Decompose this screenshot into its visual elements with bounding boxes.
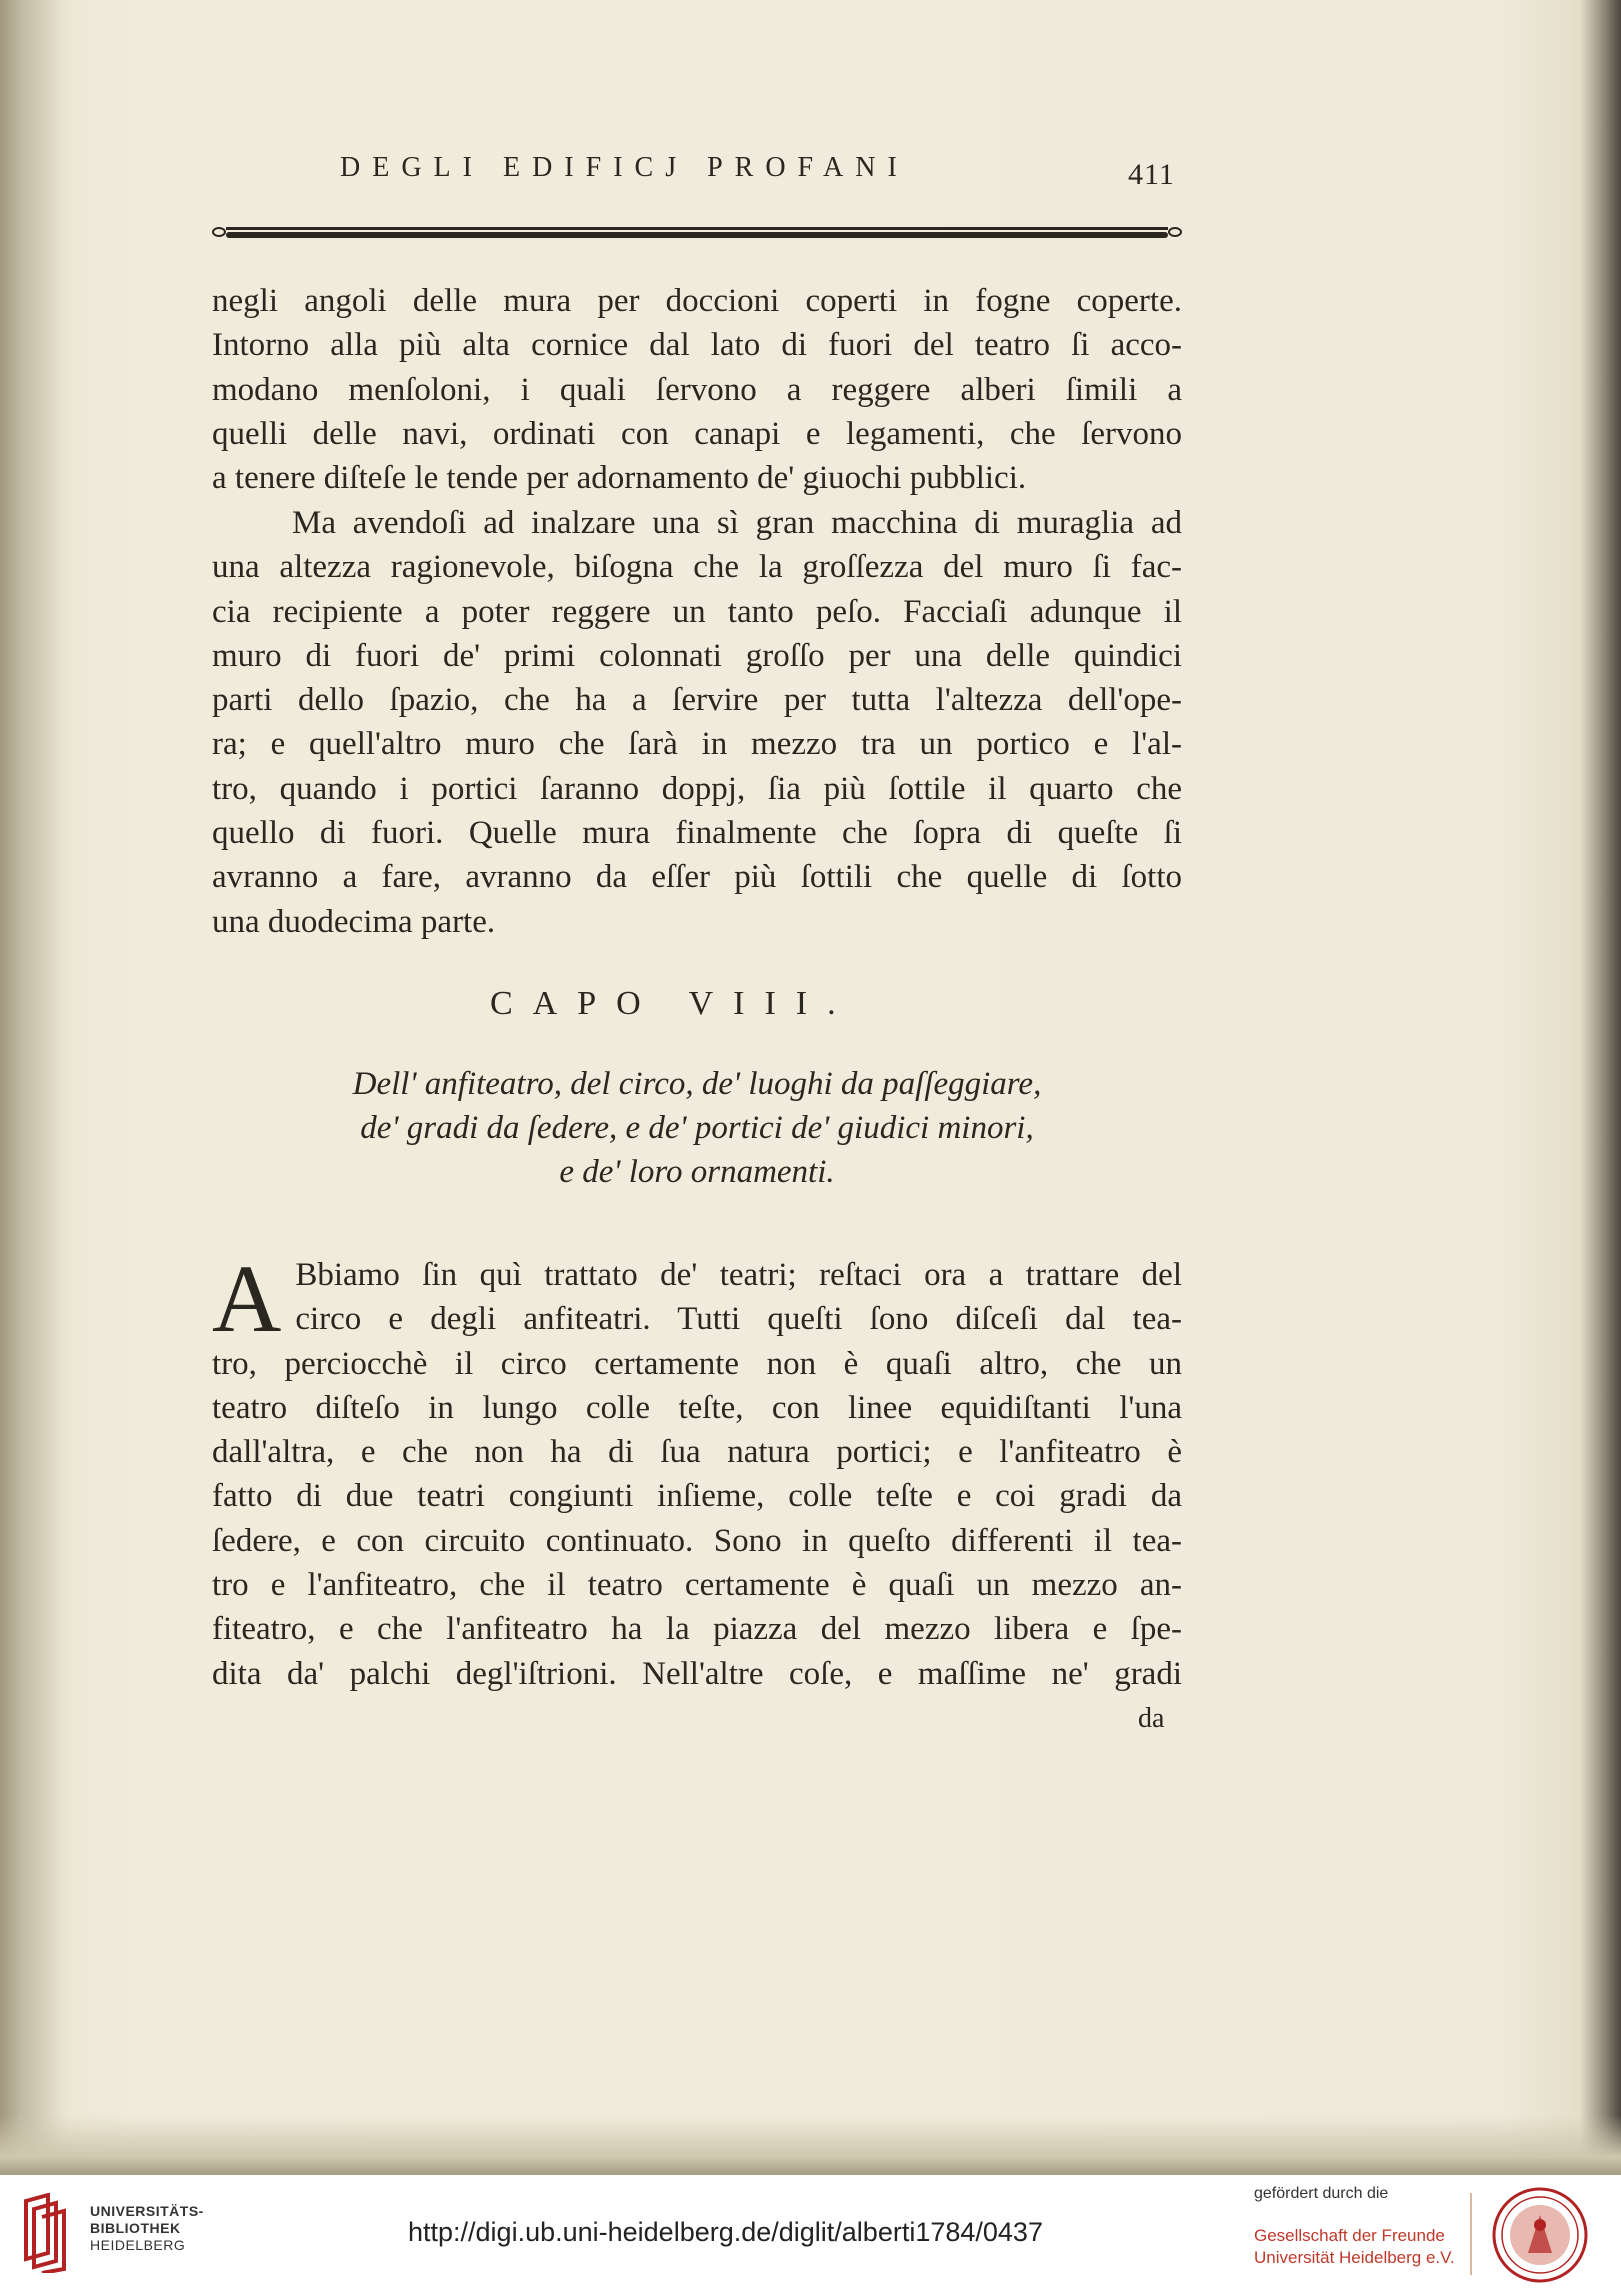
text-line: tro, quando i portici ſaranno doppj, ſia più ſottile il quarto che: [212, 770, 1182, 807]
text-line: a tenere diſteſe le tende per adornamento de' giuochi pubblici.: [212, 460, 1027, 497]
text-line: Bbiamo ſin quì trattato de' teatri; reſtaci ora a trattare del: [295, 1257, 1182, 1293]
text-line: ra; e quell'altro muro che ſarà in mezzo tra un portico e l'al-: [212, 726, 1182, 763]
text-line: teatro diſteſo in lungo colle teſte, con linee equidiſtanti l'una: [212, 1389, 1182, 1426]
chapter-heading: CAPO VIII.: [490, 985, 856, 1022]
digitization-footer: [0, 2175, 1621, 2291]
text-line: dita da' palchi degl'iſtrioni. Nell'altre coſe, e maſſime ne' gradi: [212, 1655, 1182, 1692]
permalink-url[interactable]: http://digi.ub.uni-heidelberg.de/diglit/alberti1784/0437: [408, 2217, 1043, 2247]
catchword: da: [1138, 1703, 1165, 1734]
subtitle-line: de' gradi da ſedere, e de' portici de' giudici minori,: [360, 1110, 1034, 1146]
text-line: muro di fuori de' primi colonnati groſſo per una delle quindici: [212, 637, 1182, 674]
text-line: tro, perciocchè il circo certamente non è quaſi altro, che un: [212, 1345, 1182, 1382]
text-line: una duodecima parte.: [212, 903, 496, 940]
page-bottom-edge: [0, 2115, 1621, 2175]
drop-cap: A: [212, 1245, 282, 1352]
paragraph-3: [212, 1245, 1182, 1696]
text-line: dall'altra, e che non ha di ſua natura portici; e l'anfiteatro è: [212, 1434, 1182, 1471]
text-line: Ma avendoſi ad inalzare una sì gran macchina di muraglia ad: [292, 505, 1182, 541]
subtitle-line: e de' loro ornamenti.: [559, 1154, 835, 1190]
page-gutter-shadow: [0, 0, 70, 2175]
funded-by-label: gefördert durch die: [1254, 2185, 1389, 2202]
text-line: fatto di due teatri congiunti inſieme, colle teſte e coi gradi da: [212, 1478, 1182, 1515]
text-line: circo e degli anfiteatri. Tutti queſti ſono diſceſi dal tea-: [295, 1301, 1182, 1338]
library-logo-icon[interactable]: [18, 2193, 78, 2273]
text-line: Intorno alla più alta cornice dal lato di fuori del teatro ſi acco-: [212, 327, 1182, 364]
text-line: una altezza ragionevole, biſogna che la groſſezza del muro ſi fac-: [212, 549, 1182, 586]
ornamental-rule: [212, 225, 1182, 241]
paragraph-1: [212, 279, 1182, 500]
running-head: DEGLI EDIFICJ PROFANI: [340, 152, 909, 183]
page-number: 411: [1128, 158, 1175, 191]
text-line: cia recipiente a poter reggere un tanto peſo. Facciaſi adunque il: [212, 593, 1182, 630]
text-line: parti dello ſpazio, che ha a ſervire per tutta l'altezza dell'ope-: [212, 682, 1182, 719]
subtitle-line: Dell' anfiteatro, del circo, de' luoghi da paſſeggiare,: [352, 1066, 1042, 1102]
chapter-subtitle: [212, 1062, 1182, 1194]
paragraph-2: [212, 501, 1182, 944]
text-line: modano menſoloni, i quali ſervono a reggere alberi ſimili a: [212, 371, 1182, 408]
text-line: ſedere, e con circuito continuato. Sono in queſto differenti il tea-: [212, 1522, 1182, 1559]
text-line: tro e l'anfiteatro, che il teatro certamente è quaſi un mezzo an-: [212, 1567, 1182, 1604]
sponsor-name[interactable]: Gesellschaft der Freunde Universität Heidelberg e.V.: [1254, 2226, 1455, 2267]
footer-divider: [1470, 2193, 1472, 2275]
university-seal-icon: [1490, 2185, 1590, 2285]
text-line: avranno a fare, avranno da eſſer più ſottili che quelle di ſotto: [212, 859, 1182, 896]
text-line: fiteatro, e che l'anfiteatro ha la piazza del mezzo libera e ſpe-: [212, 1611, 1182, 1648]
text-line: quello di fuori. Quelle mura finalmente che ſopra di queſte ſi: [212, 815, 1182, 852]
library-name: UNIVERSITÄTS- BIBLIOTHEK HEIDELBERG: [90, 2203, 204, 2253]
text-line: negli angoli delle mura per doccioni coperti in fogne coperte.: [212, 283, 1182, 319]
text-line: quelli delle navi, ordinati con canapi e legamenti, che ſervono: [212, 415, 1182, 452]
